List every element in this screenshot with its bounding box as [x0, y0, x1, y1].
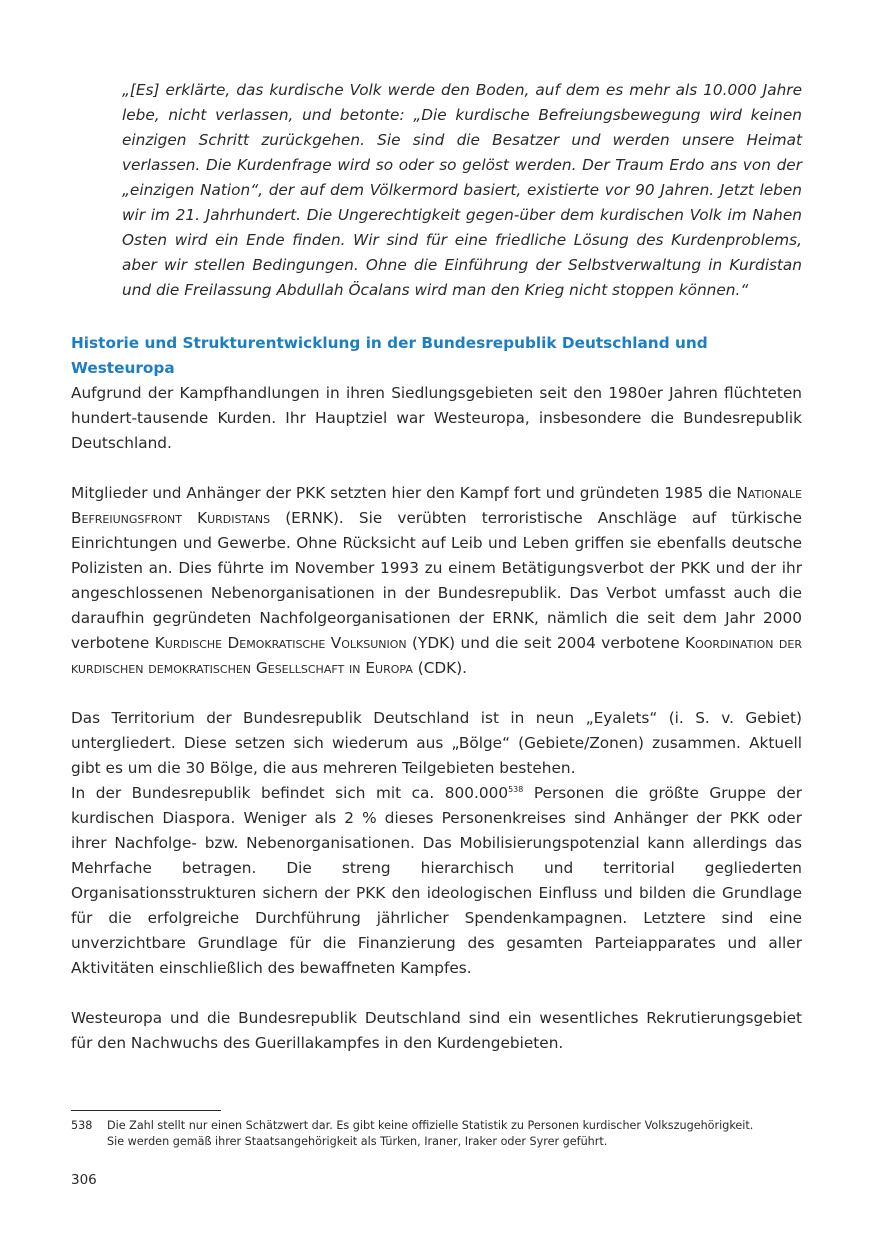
paragraph-territory: Das Territorium der Bundesrepublik Deutschland ist in neun „Eyalets“ (i. S. v. Gebiet) untergliedert. Diese setzen sich wiederum aus „Bölge“ (Gebiete/Zonen) zusammen. Aktuell gibt es um die 30 Bölge, die aus mehreren Teilgebieten bestehen. [71, 709, 802, 777]
org-name-cdk: Koordination der kurdischen demokratischen Gesellschaft in Europa [71, 634, 802, 677]
text-run: Personen die größte Gruppe der kurdischen Diaspora. Weniger als 2 % dieses Personenkreises sind Anhänger der PKK oder ihrer Nachfolge- bzw. Nebenorganisationen. Das Mobilisierungspotenzial kann allerdings das Mehrfache betragen. Die streng hierarchisch und territorial gegliederten Organisationsstrukturen sichern der PKK den ideologischen Einfluss und bilden die Grundlage für die erfolgreiche Durchführung jährlicher Spendenkampagnen. Letztere sind eine unverzichtbare Grundlage für die Finanzierung des gesamten Parteiapparates und aller Aktivitäten einschließlich des bewaffneten Kampfes. [71, 784, 802, 977]
footnote-line-2: Sie werden gemäß ihrer Staatsangehörigkeit als Türken, Iraner, Iraker oder Syrer geführt. [107, 1135, 608, 1148]
text-run: (ERNK). Sie verübten terroristische Anschläge auf türkische Einrichtungen und Gewerbe. Ohne Rücksicht auf Leib und Leben griffen sie ebenfalls deutsche Polizisten an. Dies führte im November 1993 zu einem Betätigungsverbot der PKK und der ihr angeschlossenen Nebenorganisationen in der Bundesrepublik. Das Verbot umfasst auch die daraufhin gegründeten Nachfolgeorganisationen der ERNK, nämlich die seit dem Jahr 2000 verbotene [71, 509, 803, 652]
page-content [71, 78, 802, 1056]
text-run: In der Bundesrepublik befindet sich mit ca. 800.000 [71, 784, 509, 802]
page-number: 306 [71, 1172, 97, 1188]
text-run: Mitglieder und Anhänger der PKK setzten hier den Kampf fort und gründeten 1985 die [71, 484, 737, 502]
text-run: (CDK). [412, 659, 468, 677]
footnote-number: 538 [71, 1119, 93, 1132]
text-run: (YDK) und die seit 2004 verbotene [406, 634, 686, 652]
footnote [71, 1118, 802, 1150]
paragraph-flight-history: Aufgrund der Kampfhandlungen in ihren Siedlungsgebieten seit den 1980er Jahren flüchteten hundert-tausende Kurden. Ihr Hauptziel war Westeuropa, insbesondere die Bundesrepublik Deutschland. [71, 384, 802, 452]
paragraph-diaspora [71, 781, 802, 981]
footnote-line-1: Die Zahl stellt nur einen Schätzwert dar. Es gibt keine offizielle Statistik zu Personen kurdischer Volkszugehörigkeit. [107, 1119, 754, 1132]
footnote-divider [71, 1110, 221, 1111]
section-heading: Historie und Strukturentwicklung in der Bundesrepublik Deutschland und Westeuropa [71, 334, 708, 377]
org-name-ernk: Nationale Befreiungsfront Kurdistans [71, 484, 802, 527]
paragraph-ernk-ban [71, 481, 802, 681]
block-quote: „[Es] erklärte, das kurdische Volk werde den Boden, auf dem es mehr als 10.000 Jahre lebe, nicht verlassen, und betonte: „Die kurdische Befreiungsbewegung wird keinen einzigen Schritt zurückgehen. Sie sind die Besatzer und werden unsere Heimat verlassen. Die Kurdenfrage wird so oder so gelöst werden. Der Traum Erdo ans von der „einzigen Nation“, der auf dem Völkermord basiert, existierte vor 90 Jahren. Jetzt leben wir im 21. Jahrhundert. Die Ungerechtigkeit gegen-über dem kurdischen Volk im Nahen Osten wird ein Ende finden. Wir sind für eine friedliche Lösung des Kurdenproblems, aber wir stellen Bedingungen. Ohne die Einführung der Selbstverwaltung in Kurdistan und die Freilassung Abdullah Öcalans wird man den Krieg nicht stoppen können.“ [122, 81, 802, 299]
paragraph-recruitment: Westeuropa und die Bundesrepublik Deutschland sind ein wesentliches Rekrutierungsgebiet für den Nachwuchs des Guerillakampfes in den Kurdengebieten. [71, 1009, 802, 1052]
footnote-reference[interactable]: 538 [508, 784, 524, 794]
org-name-ydk: Kurdische Demokratische Volksunion [154, 634, 407, 652]
